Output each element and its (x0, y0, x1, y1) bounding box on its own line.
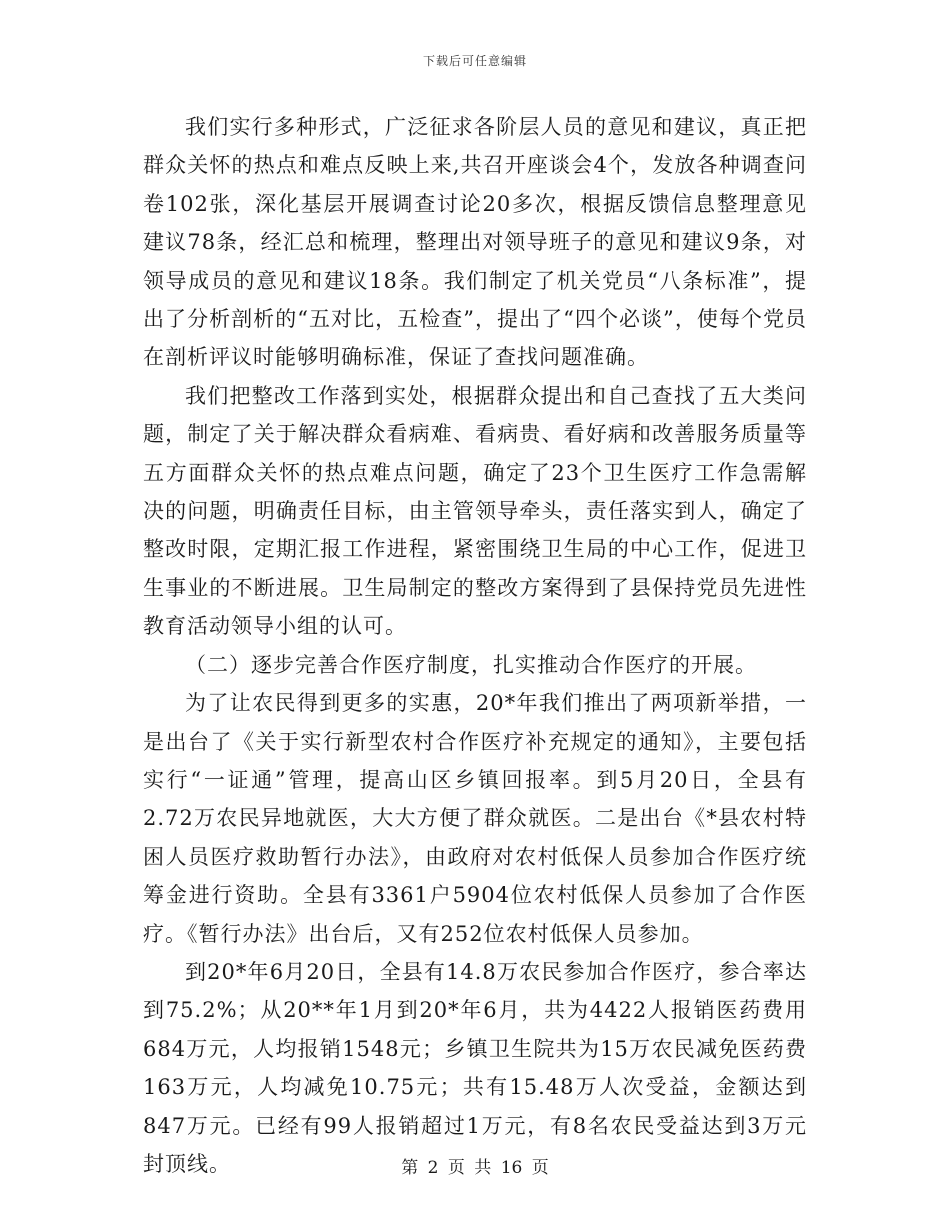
paragraph-feedback-collection: 我们实行多种形式，广泛征求各阶层人员的意见和建议，真正把群众关怀的热点和难点反映上来,共召开座谈会4个，发放各种调查问卷102张，深化基层开展调查讨论20多次，根据反馈信息整理意见建议78条，经汇总和梳理，整理出对领导班子的意见和建议9条，对领导成员的意见和建议18条。我们制定了机关党员“八条标准”，提出了分析剖析的“五对比，五检查”，提出了“四个必谈”，使每个党员在剖析评议时能够明确标准，保证了查找问题准确。 (143, 115, 807, 370)
paragraph-new-measures: 为了让农民得到更多的实惠，20*年我们推出了两项新举措，一是出台了《关于实行新型农村合作医疗补充规定的通知》，主要包括实行“一证通”管理，提高山区乡镇回报率。到5月20日，全县有2.72万农民异地就医，大大方便了群众就医。二是出台《*县农村特困人员医疗救助暂行办法》，由政府对农村低保人员参加合作医疗统筹金进行资助。全县有3361户5904位农村低保人员参加了合作医疗。《暂行办法》出台后，又有252位农村低保人员参加。 (143, 691, 807, 946)
page-number-footer: 第 2 页 共 16 页 (401, 1158, 549, 1178)
paragraph-rectification-work: 我们把整改工作落到实处，根据群众提出和自己查找了五大类问题，制定了关于解决群众看病难、看病贵、看好病和改善服务质量等五方面群众关怀的热点难点问题，确定了23个卫生医疗工作急需解决的问题，明确责任目标，由主管领导牵头，责任落实到人，确定了整改时限，定期汇报工作进程，紧密围绕卫生局的中心工作，促进卫生事业的不断进展。卫生局制定的整改方案得到了县保持党员先进性教育活动领导小组的认可。 (143, 383, 807, 639)
page-header-note: 下载后可任意编辑 (422, 54, 527, 68)
document-body (143, 108, 807, 1183)
paragraph-participation-statistics: 到20*年6月20日，全县有14.8万农民参加合作医疗，参合率达到75.2%；从20**年1月到20*年6月，共为4422人报销医药费用684万元，人均报销1548元；乡镇卫生院共为15万农民减免医药费163万元，人均减免10.75元；共有15.48万人次受益，金额达到847万元。已经有99人报销超过1万元，有8名农民受益达到3万元封顶线。 (143, 959, 807, 1176)
section-heading-cooperative-medical: （二）逐步完善合作医疗制度，扎实推动合作医疗的开展。 (185, 652, 757, 677)
